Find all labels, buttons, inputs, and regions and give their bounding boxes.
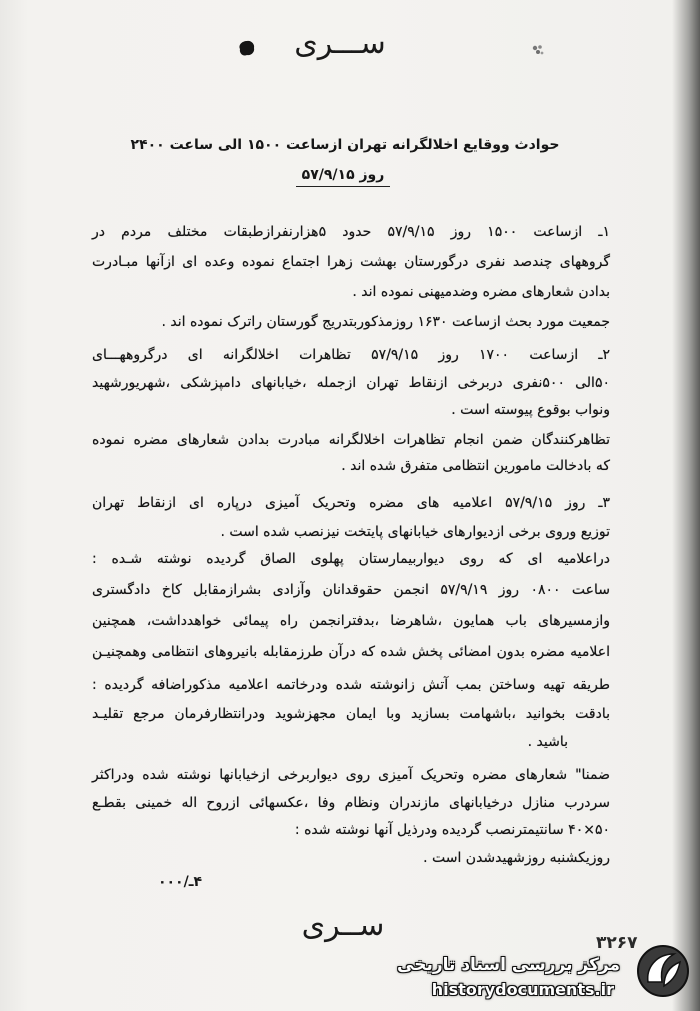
archive-logo-icon [634,942,692,1000]
body-line: ضمنا" شعارهای مضره وتحریک آمیزی روی دیواربرخی ازخیابانها نوشته شده ودراکثر [92,767,610,783]
body-line: دراعلامیه ای که روی دیواربیمارستان پهلوی الصاق گردیده نوشته شـده : [92,551,610,567]
date-line-wrap [0,164,686,187]
body-line: جمعیت مورد بحث ازساعت ۱۶۳۰ روزمذکوربتدریج گورستان راترک نموده اند . [161,314,610,330]
body-line: بادقت بخوانید ،باشهامت بسازید وبا ایمان مجهزشوید ودرانتظارفرمان مرجع تقلیـد [92,706,610,722]
body-line: ۲ـ ازساعت ۱۷۰۰ روز ۵۷/۹/۱۵ تظاهرات اخلالگرانه ای درگروههـــای [92,347,610,363]
body-line: طریقه تهیه وساختن بمب آتش زانوشته شده ودرخاتمه اعلامیه مذکوراضافه گردیده : [92,677,610,693]
smudge-mark-icon [530,43,546,57]
document-title: حوادث ووقایع اخلالگرانه تهران ازساعت ۱۵۰۰ الی ساعت ۲۴۰۰ [130,137,560,153]
body-line: روزیکشنبه روزشهیدشدن است . [423,850,610,866]
watermark-site: historydocuments.ir [431,980,614,999]
body-line: گروههای چندصد نفری درگورستان بهشت زهرا اجتماع نموده وعده ای ازآنها مبـادرت [92,254,610,270]
classification-stamp-bottom: ســری [301,908,385,943]
body-line: بدادن شعارهای مضره وضدمیهنی نموده اند . [352,284,610,300]
body-line: ونواب بوقوع پیوسته است . [451,402,610,418]
body-line: که بادخالت مامورین انتظامی متفرق شده اند . [341,458,610,474]
watermark-org-name: مرکز بررسی اسناد تاریخی [397,955,620,975]
document-code: ۴ـ/۰۰۰ [157,874,203,890]
body-line: وازمسیرهای باب همایون ،شاهرضا ،بدفترانجمن راه پیمائی خواهدداشت، همچنین [92,613,610,629]
classification-stamp-top: ســـری [294,26,386,61]
body-line: توزیع وروی برخی ازدیوارهای خیابانهای پایتخت نیزنصب شده است . [220,524,610,540]
body-line: باشید . [527,734,568,750]
ink-blot-icon [238,40,256,57]
body-line: ساعت ۰۸۰۰ روز ۵۷/۹/۱۹ انجمن حقوقدانان وآزادی بشرازمقابل کاخ دادگستری [92,582,611,598]
page-number: ۳۲۶۷ [596,933,638,953]
body-line: ۱ـ ازساعت ۱۵۰۰ روز ۵۷/۹/۱۵ حدود ۵هزارنفرازطبقات مختلف مردم در [92,224,610,240]
body-line: ۳ـ روز ۵۷/۹/۱۵ اعلامیه های مضره وتحریک آمیزی درپاره ای ازنقاط تهران [92,495,610,511]
document-date: روز ۵۷/۹/۱۵ [296,167,391,187]
body-line: ۵۰×۴۰ سانتیمترنصب گردیده ودرذیل آنها نوشته شده : [294,822,610,838]
body-line: تظاهرکنندگان ضمن انجام تظاهرات اخلالگرانه مبادرت بدادن شعارهای مضره نموده [92,432,610,448]
body-line: ۵۰الی ۵۰۰نفری دربرخی ازنقاط تهران ازجمله ،خیابانهای دامپزشکی ،شهریورشهید [92,375,610,391]
body-line: اعلامیه مضره بدون امضائی پخش شده که درآن طرزمقابله بانیروهای انتظامی وهمچنیـن [92,644,610,660]
body-line: سردرب منازل درخیابانهای مازندران ونظام وفا ،عکسهائی ازروح اله خمینی بقطـع [92,795,610,811]
